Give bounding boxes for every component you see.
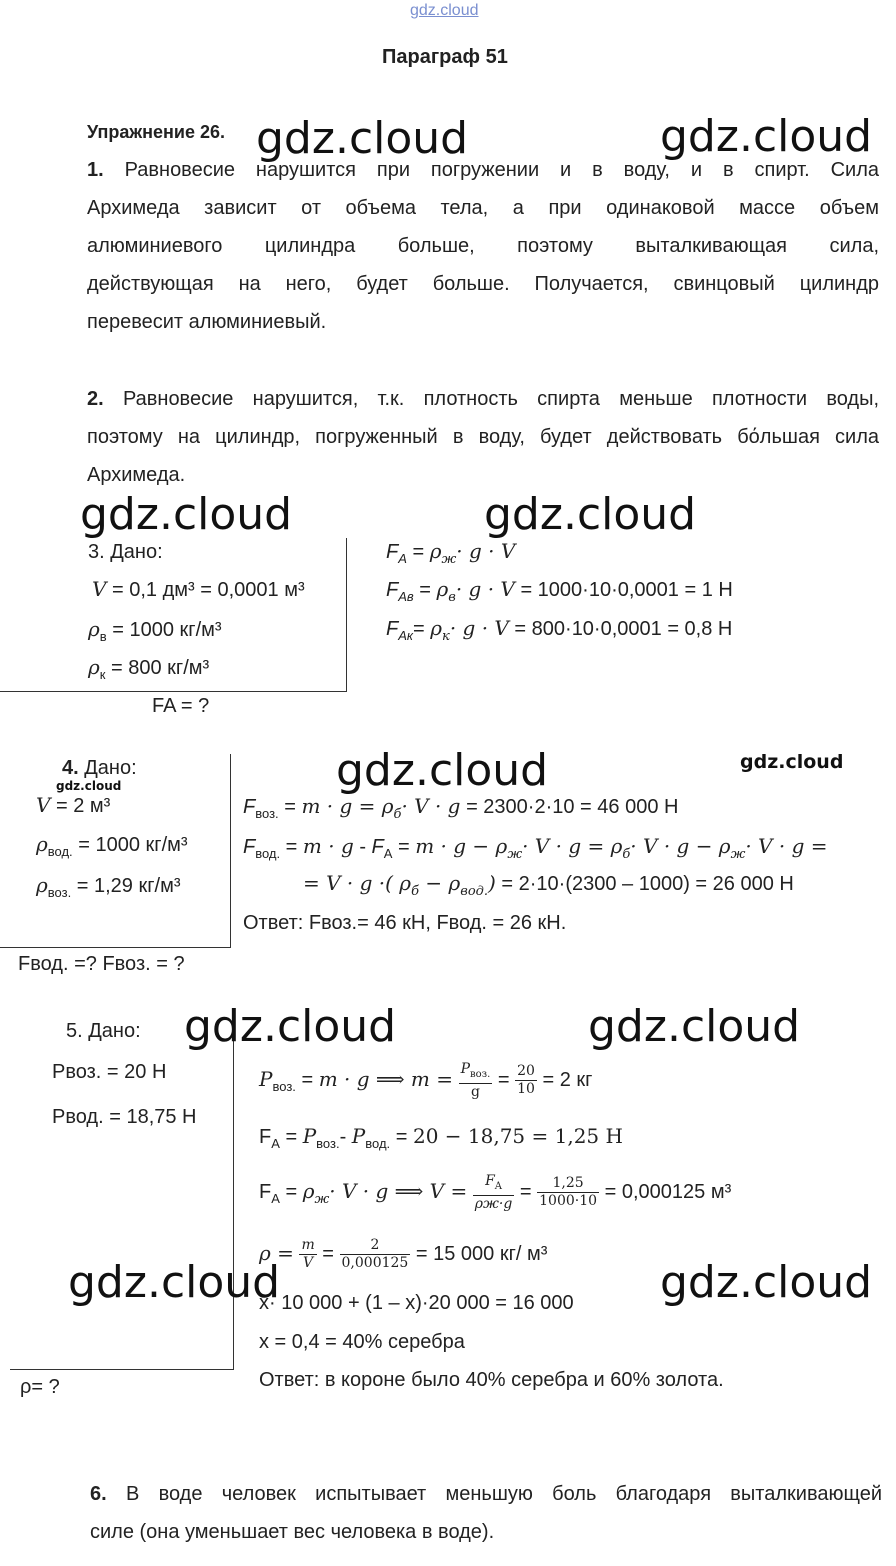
watermark: gdz.cloud xyxy=(256,113,469,164)
problem-4-given-divider xyxy=(230,754,231,948)
watermark: gdz.cloud xyxy=(184,1001,397,1052)
fraction: $\frac{P_{воз.}}{g}$ xyxy=(460,1060,491,1100)
problem-4-water-calc: = V · g ·( $\rho_б - \rho_{вод.}) = 2\cdot 10\cdot(2300 - 1000) = 26$ 000 Н xyxy=(303,871,794,899)
answer-1-line: Равновесие нарушится при погружении и в воду, и в спирт. Сила xyxy=(124,159,879,181)
problem-4-given-underline xyxy=(0,947,231,948)
answer-1-number: 1. xyxy=(87,159,104,181)
watermark: gdz.cloud xyxy=(660,111,873,162)
problem-4-label: 4. Дано: xyxy=(62,757,137,779)
problem-3-given-divider xyxy=(346,538,347,692)
problem-3-find: FA = ? xyxy=(152,695,210,717)
answer-6-number: 6. xyxy=(90,1483,107,1505)
problem-4-given-air-density: $\rho_{воз.} = 1,29$ кг/м³ xyxy=(36,873,181,900)
answer-1-line: действующая на него, будет больше. Получается, свинцовый цилиндр xyxy=(87,273,879,295)
answer-6-line: силе (она уменьшает вес человека в воде). xyxy=(90,1521,495,1543)
problem-3-formula: $F_A = \rho_ж\cdot g \cdot V$ xyxy=(386,539,516,567)
answer-2 xyxy=(87,380,879,494)
answer-1-line: перевесит алюминиевый. xyxy=(87,311,327,333)
problem-5-answer: Ответ: в короне было 40% серебра и 60% золота. xyxy=(259,1369,724,1391)
problem-5-density-calc: ρ = $\frac{m}{V}$ = $\frac{2}{0,000125}$ = 15 000 кг/ м³ xyxy=(259,1237,548,1272)
answer-2-line: поэтому на цилиндр, погруженный в воду, будет действовать бόльшая сила xyxy=(87,426,879,448)
watermark: gdz.cloud xyxy=(336,745,549,796)
problem-3-given-underline xyxy=(0,691,347,692)
problem-4-answer: Ответ: Fвоз.= 46 кН, Fвод. = 26 кН. xyxy=(243,912,567,934)
problem-4-given-volume: V = 2 м³ xyxy=(36,793,111,817)
site-link[interactable]: gdz.cloud xyxy=(410,2,479,19)
watermark: gdz.cloud xyxy=(80,489,293,540)
problem-4-air-calc: $F_{воз.} = m \cdot g = \rho_б\cdot V \cdot g = 2300\cdot 2\cdot 10 = 46$ 000 Н xyxy=(243,794,679,822)
problem-5-given-water-weight: Pвод. = 18,75 Н xyxy=(52,1106,197,1128)
watermark: gdz.cloud xyxy=(56,779,122,793)
problem-5-find: ρ= ? xyxy=(20,1376,60,1398)
fraction: $\frac{F_A}{\rho ж\cdot g}$ xyxy=(474,1172,513,1212)
answer-6-line: В воде человек испытывает меньшую боль благодаря выталкивающей xyxy=(125,1483,883,1505)
problem-4-given-granite-density: $\rho_{вод.} = 1000$ кг/м³ xyxy=(36,832,188,859)
fraction: $\frac{m}{V}$ xyxy=(301,1237,315,1272)
answer-1-line: алюминиевого цилиндра больше, поэтому выталкивающая сила, xyxy=(87,235,879,257)
problem-5-archimedes-calc: $F_A = P_{воз.}-$ $P_{вод.} = 20 - 18,75 = 1,25$ Н xyxy=(259,1124,623,1151)
problem-3-given-kerosene-density: $\rho_к = 800$ кг/м³ xyxy=(88,655,210,682)
problem-3-given-water-density: $\rho_в = 1000$ кг/м³ xyxy=(88,617,222,644)
problem-5-mass-calc: $P_{воз.} = m \cdot g$ ⟹ m = $\frac{P_{воз.}}{g}$ = $\frac{20}{10}$ = 2 кг xyxy=(259,1060,593,1100)
page-title: Параграф 51 xyxy=(382,46,508,68)
problem-5-given-underline xyxy=(10,1369,234,1370)
answer-2-line: Архимеда. xyxy=(87,464,186,486)
fraction: $\frac{20}{10}$ xyxy=(517,1063,535,1098)
problem-3-water-calc: $F_{Aв} = \rho_в\cdot g \cdot V = 1000\cdot 10\cdot 0,0001 = 1$ Н xyxy=(386,577,733,605)
problem-3-given-volume: V = 0,1 дм³ = 0,0001 м³ xyxy=(92,577,305,601)
problem-4-water-formula: $F_{вод.} = m \cdot g - F_A = m \cdot g - \rho_ж\cdot V \cdot g = \rho_б\cdot V \cdot g - \rho_ж\cdot V \cdot g$ = xyxy=(243,834,828,862)
watermark: gdz.cloud xyxy=(660,1257,873,1308)
answer-1-line: Архимеда зависит от объема тела, а при одинаковой массе объем xyxy=(87,197,879,219)
problem-5-volume-calc: $F_A = \rho_ж\cdot V \cdot g$ ⟹ V = $\frac{F_A}{\rho ж\cdot g}$ = $\frac{1,25}{1000\cdot 10}$ = 0,000125 м³ xyxy=(259,1172,732,1212)
fraction: $\frac{1,25}{1000\cdot 10}$ xyxy=(539,1175,598,1210)
problem-3-kerosene-calc: $F_{Aк}= \rho_к\cdot g \cdot V = 800\cdot 10\cdot 0,0001 = 0,8$ Н xyxy=(386,616,733,644)
watermark: gdz.cloud xyxy=(740,751,844,773)
answer-6 xyxy=(90,1475,882,1551)
problem-5-label: 5. Дано: xyxy=(66,1020,141,1042)
watermark: gdz.cloud xyxy=(588,1001,801,1052)
problem-4-find: Fвод. =? Fвоз. = ? xyxy=(18,953,185,975)
problem-5-given-divider xyxy=(233,1018,234,1370)
watermark: gdz.cloud xyxy=(68,1257,281,1308)
answer-1 xyxy=(87,151,879,341)
problem-5-result: x = 0,4 = 40% серебра xyxy=(259,1331,465,1353)
answer-2-number: 2. xyxy=(87,388,104,410)
watermark: gdz.cloud xyxy=(484,489,697,540)
problem-5-equation: x· 10 000 + (1 – x)·20 000 = 16 000 xyxy=(259,1292,574,1314)
problem-5-given-air-weight: Pвоз. = 20 Н xyxy=(52,1061,167,1083)
fraction: $\frac{2}{0,000125}$ xyxy=(341,1237,409,1272)
exercise-title: Упражнение 26. xyxy=(87,122,226,142)
problem-3-label: 3. Дано: xyxy=(88,541,163,563)
answer-2-line: Равновесие нарушится, т.к. плотность спирта меньше плотности воды, xyxy=(122,388,879,410)
